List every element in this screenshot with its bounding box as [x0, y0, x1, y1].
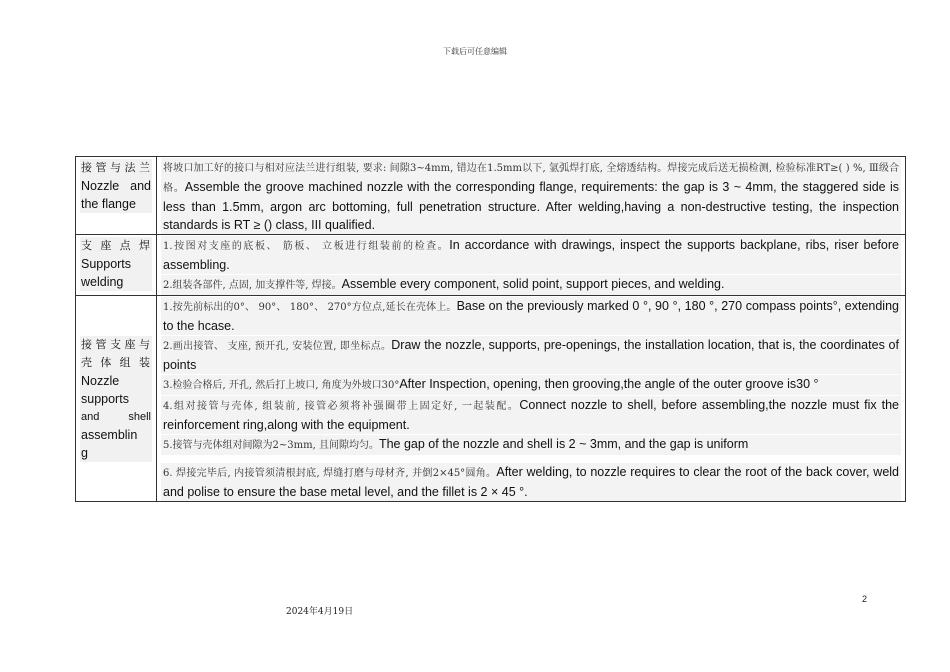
label-en-line: Nozzle — [81, 373, 120, 388]
label-en-word: shell — [128, 410, 151, 423]
process-table — [75, 156, 906, 502]
label-en-word: and — [81, 410, 100, 423]
label-zh: 壳体组装 — [81, 355, 151, 369]
paragraph-en: Base on the previously marked 0 °, 90 °, 180 °, 270 compass points°, extending to the hcase. — [163, 299, 899, 333]
paragraph — [161, 297, 901, 335]
row-label-cell — [76, 296, 157, 502]
label-zh: 支座点焊 — [81, 239, 151, 252]
paragraph-zh: 5.接管与壳体组对间隙为2~3mm, 且间隙均匀。 — [163, 440, 379, 451]
paragraph-zh: 4.组对接管与壳体, 组装前, 接管必须将补强圈带上固定好, 一起装配。 — [163, 401, 520, 412]
paragraph-en: After welding, to nozzle requires to clear the root of the back cover, weld and polise to ensure the base metal level, and the fillet is 2 × 45 °. — [163, 465, 899, 499]
paragraph — [161, 396, 901, 434]
table-row — [76, 296, 906, 502]
page-header-note: 下载后可任意编辑 — [443, 47, 507, 56]
label-zh: 接管支座与 — [81, 337, 151, 351]
paragraph-zh: 1.按图对支座的底板、 筋板、 立板进行组装前的检查。 — [163, 241, 450, 252]
paragraph-en: Assemble the groove machined nozzle with the corresponding flange, requirements: the gap is 3 ~ 4mm, the staggered side is less than 1.5mm, argon arc bottoming, full penetration structure. After welding,having a non-destructive testing, the inspection standards is RT ≥ () class, III qualified. — [163, 180, 900, 232]
label-en-line: assemblin — [81, 427, 138, 442]
paragraph-en: In accordance with drawings, inspect the supports backplane, ribs, riser before assembling. — [163, 238, 899, 272]
row-content-cell — [157, 296, 906, 502]
row-content-cell — [157, 157, 906, 235]
paragraph-zh: 6. 焊接完毕后, 内接管须清根封底, 焊缝打磨与母材齐, 并倒2×45°圆角。 — [163, 468, 497, 479]
label-en-line: supports — [81, 391, 129, 406]
table-row — [76, 235, 906, 296]
page-number: 2 — [862, 594, 868, 604]
paragraph-zh: 2.画出接管、 支座, 预开孔, 安装位置, 即坐标点。 — [163, 341, 392, 352]
row-label — [80, 237, 152, 291]
paragraph-en: Assemble every component, solid point, support pieces, and welding. — [341, 277, 725, 291]
paragraph — [161, 275, 901, 295]
row-label — [80, 159, 152, 213]
paragraph-en: Draw the nozzle, supports, pre-openings, the installation location, that is, the coordinates of points — [163, 338, 899, 372]
label-en-line: welding — [81, 275, 124, 289]
row-label-cell — [76, 157, 157, 235]
paragraph-en: Connect nozzle to shell, before assembling,the nozzle must fix the reinforcement ring,along with the equipment. — [163, 398, 899, 432]
paragraph — [161, 463, 901, 501]
table-row — [76, 157, 906, 235]
paragraph-zh: 2.组装各部件, 点固, 加支撑件等, 焊接。 — [163, 280, 342, 291]
paragraph — [161, 435, 901, 455]
label-zh: 接管与法兰 — [81, 161, 151, 174]
paragraph-en: After Inspection, opening, then grooving,the angle of the outer groove is30 ° — [399, 377, 819, 391]
label-en-line: Supports — [81, 257, 132, 271]
row-content-cell — [157, 235, 906, 296]
label-en-line: Nozzle and — [81, 179, 151, 193]
paragraph — [161, 158, 901, 234]
footer-date: 2024年4月19日 — [286, 607, 354, 617]
label-en-line: the flange — [81, 197, 136, 211]
row-label — [80, 336, 152, 462]
paragraph — [161, 375, 901, 395]
paragraph — [161, 336, 901, 374]
label-en-line — [81, 408, 151, 426]
paragraph-zh: 将坡口加工好的接口与相对应法兰进行组装, 要求: 间隙3~4mm, 错边在1.5mm以下, 氩弧焊打底, 全熔透结构。焊接完成后送无损检测, 检验标准RT≥( ) %, Ⅲ级合格。 — [163, 163, 899, 194]
paragraph-zh: 1.按先前标出的0°、 90°、 180°、 270°方位点,延长在壳体上。 — [163, 302, 457, 313]
paragraph-zh: 3.检验合格后, 开孔, 然后打上坡口, 角度为外坡口30° — [163, 380, 400, 391]
row-label-cell — [76, 235, 157, 296]
label-en-line: g — [81, 445, 88, 460]
paragraph — [161, 236, 901, 274]
paragraph-en: The gap of the nozzle and shell is 2 ~ 3mm, and the gap is uniform — [378, 437, 749, 451]
